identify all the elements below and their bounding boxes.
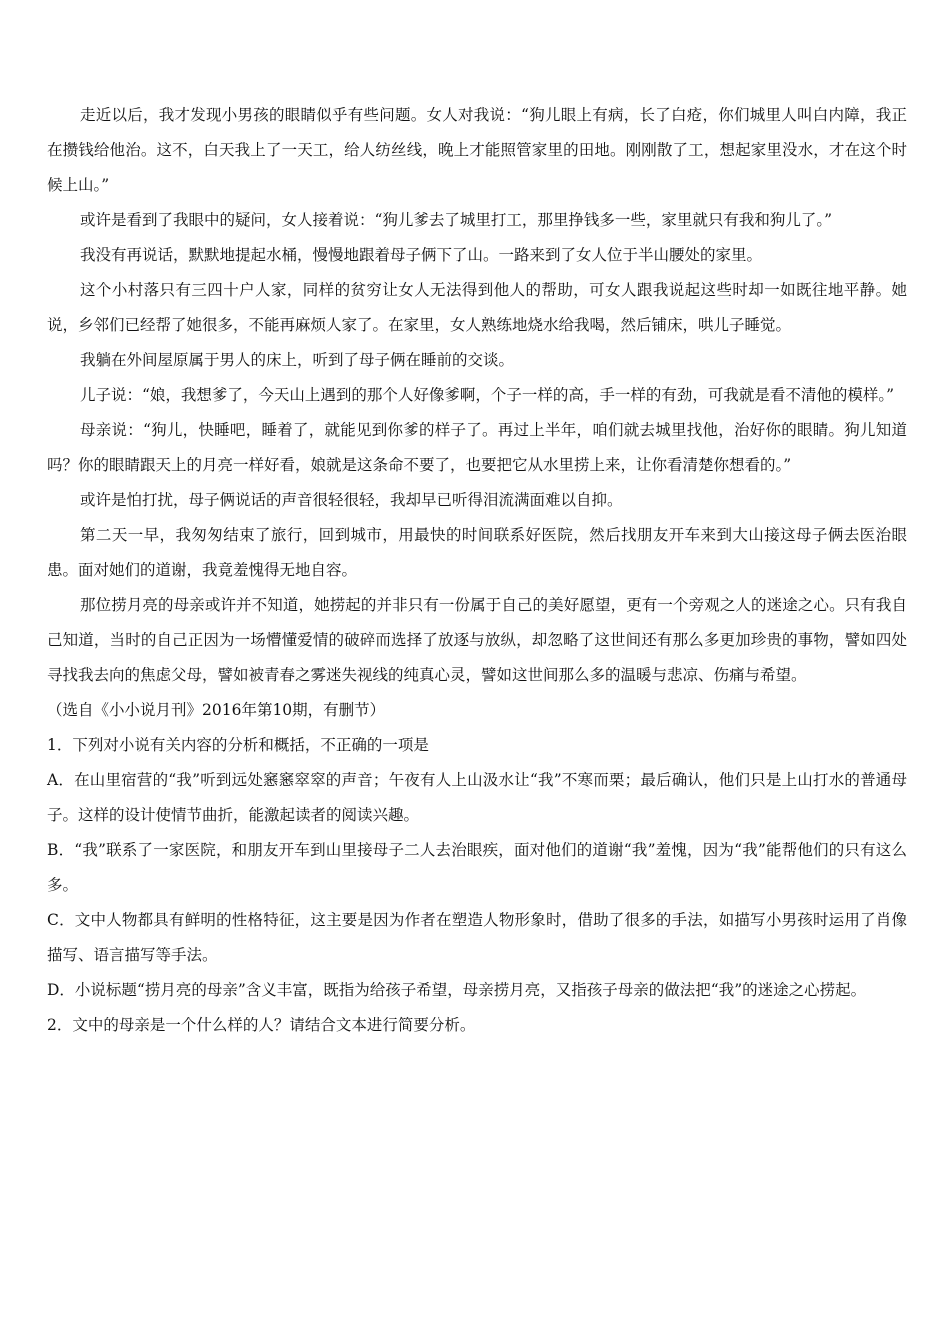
story-paragraph: 走近以后，我才发现小男孩的眼睛似乎有些问题。女人对我说：“狗儿眼上有病，长了白疮，你们城里人叫白内障，我正在攒钱给他治。这不，白天我上了一天工，给人纺丝线，晚上才能照管家里的田地。刚刚散了工，想起家里没水，才在这个时候上山。” <box>47 106 907 194</box>
story-paragraph: 儿子说：“娘，我想爹了，今天山上遇到的那个人好像爹啊，个子一样的高，手一样的有劲，可我就是看不清他的模样。” <box>80 386 895 404</box>
story-paragraph: 第二天一早，我匆匆结束了旅行，回到城市，用最快的时间联系好医院，然后找朋友开车来到大山接这母子俩去医治眼患。面对她们的道谢，我竟羞愧得无地自容。 <box>47 526 907 579</box>
option-b: B．“我”联系了一家医院，和朋友开车到山里接母子二人去治眼疾，面对他们的道谢“我”羞愧，因为“我”能帮他们的只有这么多。 <box>47 841 907 894</box>
story-paragraph: 或许是看到了我眼中的疑问，女人接着说：“狗儿爹去了城里打工，那里挣钱多一些，家里就只有我和狗儿了。” <box>80 211 833 229</box>
question-stem: 1．下列对小说有关内容的分析和概括，不正确的一项是 <box>47 736 429 754</box>
story-paragraph: 母亲说：“狗儿，快睡吧，睡着了，就能见到你爹的样子了。再过上半年，咱们就去城里找他，治好你的眼睛。狗儿知道吗？你的眼睛跟天上的月亮一样好看，娘就是这条命不要了，也要把它从水里捞上来，让你看清楚你想看的。” <box>47 421 907 474</box>
option-d: D．小说标题“捞月亮的母亲”含义丰富，既指为给孩子希望，母亲捞月亮，又指孩子母亲的做法把“我”的迷途之心捞起。 <box>47 981 867 999</box>
option-c: C．文中人物都具有鲜明的性格特征，这主要是因为作者在塑造人物形象时，借助了很多的手法，如描写小男孩时运用了肖像描写、语言描写等手法。 <box>47 911 907 964</box>
question-1 <box>47 728 907 1008</box>
story-paragraph: 我没有再说话，默默地提起水桶，慢慢地跟着母子俩下了山。一路来到了女人位于半山腰处的家里。 <box>80 246 763 264</box>
story-text <box>47 98 907 693</box>
story-paragraph: 我躺在外间屋原属于男人的床上，听到了母子俩在睡前的交谈。 <box>80 351 515 369</box>
source-citation: （选自《小小说月刊》2016年第10期，有删节） <box>47 701 386 719</box>
question-2 <box>47 1008 907 1043</box>
story-paragraph: 那位捞月亮的母亲或许并不知道，她捞起的并非只有一份属于自己的美好愿望，更有一个旁观之人的迷途之心。只有我自己知道，当时的自己正因为一场懵懂爱情的破碎而选择了放逐与放纵，却忽略了这世间还有那么多更加珍贵的事物，譬如四处寻找我去向的焦虑父母，譬如被青春之雾迷失视线的纯真心灵，譬如这世间那么多的温暖与悲凉、伤痛与希望。 <box>47 596 907 684</box>
option-a: A．在山里宿营的“我”听到远处窸窸窣窣的声音；午夜有人上山汲水让“我”不寒而栗；最后确认，他们只是上山打水的普通母子。这样的设计使情节曲折，能激起读者的阅读兴趣。 <box>47 771 907 824</box>
story-paragraph: 这个小村落只有三四十户人家，同样的贫穷让女人无法得到他人的帮助，可女人跟我说起这些时却一如既往地平静。她说，乡邻们已经帮了她很多，不能再麻烦人家了。在家里，女人熟练地烧水给我喝，然后铺床，哄儿子睡觉。 <box>47 281 907 334</box>
document-page <box>47 98 907 1043</box>
question-stem: 2．文中的母亲是一个什么样的人？请结合文本进行简要分析。 <box>47 1016 476 1034</box>
story-paragraph: 或许是怕打扰，母子俩说话的声音很轻很轻，我却早已听得泪流满面难以自抑。 <box>80 491 623 509</box>
